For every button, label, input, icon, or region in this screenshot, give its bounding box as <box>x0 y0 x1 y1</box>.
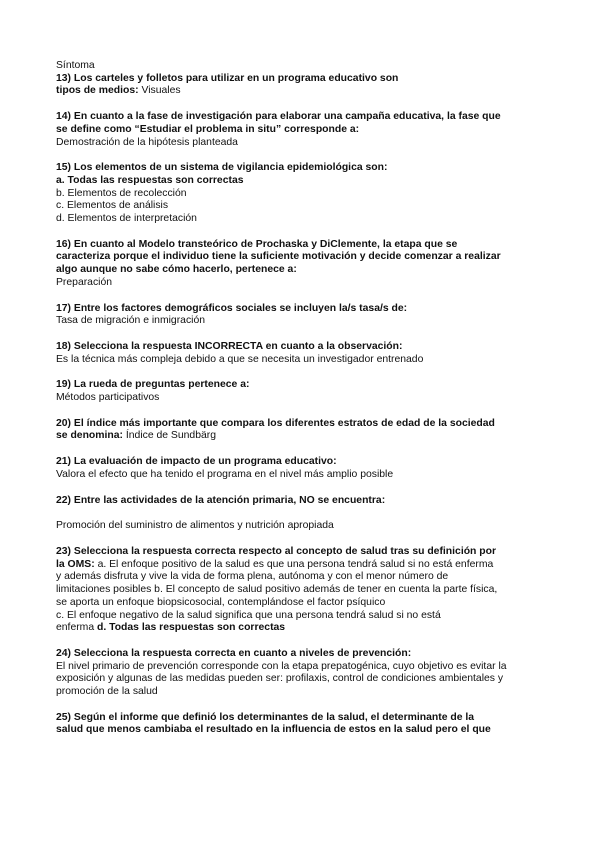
question-23-body-5: enferma <box>56 622 95 634</box>
question-21-text: 21) La evaluación de impacto de un programa educativo: <box>56 456 337 468</box>
lead-text: Síntoma <box>56 60 95 71</box>
question-25 <box>56 712 540 737</box>
question-15-option-d: d. Elementos de interpretación <box>56 213 197 225</box>
question-23-text-end: la OMS: <box>56 558 95 570</box>
question-22-spacer <box>56 507 540 520</box>
question-15 <box>56 162 540 226</box>
question-16-text-2: caracteriza porque el individuo tiene la suficiente motivación y decide comenzar a realizar <box>56 251 501 263</box>
question-16 <box>56 239 540 290</box>
question-24-text: 24) Selecciona la respuesta correcta en cuanto a niveles de prevención: <box>56 647 412 659</box>
question-17-text: 17) Entre los factores demográficos sociales se incluyen la/s tasa/s de: <box>56 302 408 314</box>
question-15-option-a: a. Todas las respuestas son correctas <box>56 174 244 186</box>
question-13-text: 13) Los carteles y folletos para utilizar en un programa educativo son <box>56 72 399 84</box>
question-16-text-3: algo aunque no sabe cómo hacerlo, pertenece a: <box>56 264 297 276</box>
question-20-answer-line <box>56 430 540 443</box>
question-20-text: 20) El índice más importante que compara los diferentes estratos de edad de la sociedad <box>56 417 495 429</box>
question-22 <box>56 495 540 533</box>
question-22-text: 22) Entre las actividades de la atención primaria, NO se encuentra: <box>56 494 386 506</box>
question-15-option-c: c. Elementos de análisis <box>56 200 169 212</box>
question-14-text-1: 14) En cuanto a la fase de investigación para elaborar una campaña educativa, la fase que <box>56 111 501 123</box>
question-13 <box>56 73 540 98</box>
question-18-answer: Es la técnica más compleja debido a que se necesita un investigador entrenado <box>56 353 424 365</box>
question-15-option-b: b. Elementos de recolección <box>56 187 187 199</box>
question-13-answer-line <box>56 85 540 98</box>
question-14 <box>56 111 540 149</box>
question-25-text-2: salud que menos cambiaba el resultado en la influencia de estos en la salud pero el que <box>56 724 491 736</box>
question-16-answer: Preparación <box>56 276 113 288</box>
question-23-option-a: a. El enfoque positivo de la salud es que una persona tendrá salud si no está enferma <box>97 558 494 570</box>
question-21 <box>56 456 540 481</box>
question-20-answer: Índice de Sundbärg <box>125 430 216 442</box>
question-22-answer: Promoción del suministro de alimentos y nutrición apropiada <box>56 520 334 532</box>
question-23-body-3: se aporta un enfoque biopsicosocial, contemplándose el factor psíquico <box>56 596 386 608</box>
question-23-body-1: y además disfruta y vive la vida de forma plena, autónoma y con el menor número de <box>56 571 449 583</box>
question-17 <box>56 303 540 328</box>
question-16-text-1: 16) En cuanto al Modelo transteórico de Prochaska y DiClemente, la etapa que se <box>56 238 458 250</box>
question-21-answer: Valora el efecto que ha tenido el programa en el nivel más amplio posible <box>56 468 394 480</box>
question-19 <box>56 379 540 404</box>
question-24-answer-1: El nivel primario de prevención corresponde con la etapa prepatogénica, cuyo objetivo es evitar la <box>56 660 507 672</box>
question-23-last-line <box>56 622 540 635</box>
question-14-text-2: se define como “Estudiar el problema in situ” corresponde a: <box>56 123 360 135</box>
question-19-text: 19) La rueda de preguntas pertenece a: <box>56 379 250 391</box>
question-20-text-end: se denomina: <box>56 430 123 442</box>
question-23-option-d: d. Todas las respuestas son correctas <box>97 622 286 634</box>
question-24 <box>56 648 540 699</box>
question-13-text-end: tipos de medios: <box>56 85 139 97</box>
question-23-line-2 <box>56 559 540 572</box>
question-18 <box>56 341 540 366</box>
question-23-body-4: c. El enfoque negativo de la salud significa que una persona tendrá salud si no está <box>56 609 441 621</box>
question-14-answer: Demostración de la hipótesis planteada <box>56 136 238 148</box>
question-19-answer: Métodos participativos <box>56 392 160 404</box>
question-20 <box>56 418 540 443</box>
question-17-answer: Tasa de migración e inmigración <box>56 315 206 327</box>
question-15-text: 15) Los elementos de un sistema de vigilancia epidemiológica son: <box>56 162 388 174</box>
question-24-answer-2: exposición y algunas de las medidas pueden ser: profilaxis, control de condiciones ambientales y <box>56 673 504 685</box>
question-24-answer-3: promoción de la salud <box>56 686 158 698</box>
question-13-answer: Visuales <box>141 85 181 97</box>
question-23-body-2: limitaciones posibles b. El concepto de salud positivo además de tener en cuenta la parte física, <box>56 584 498 596</box>
question-25-text-1: 25) Según el informe que definió los determinantes de la salud, el determinante de la <box>56 711 475 723</box>
question-23-text: 23) Selecciona la respuesta correcta respecto al concepto de salud tras su definición por <box>56 545 497 557</box>
question-23 <box>56 546 540 635</box>
question-18-text: 18) Selecciona la respuesta INCORRECTA en cuanto a la observación: <box>56 340 403 352</box>
